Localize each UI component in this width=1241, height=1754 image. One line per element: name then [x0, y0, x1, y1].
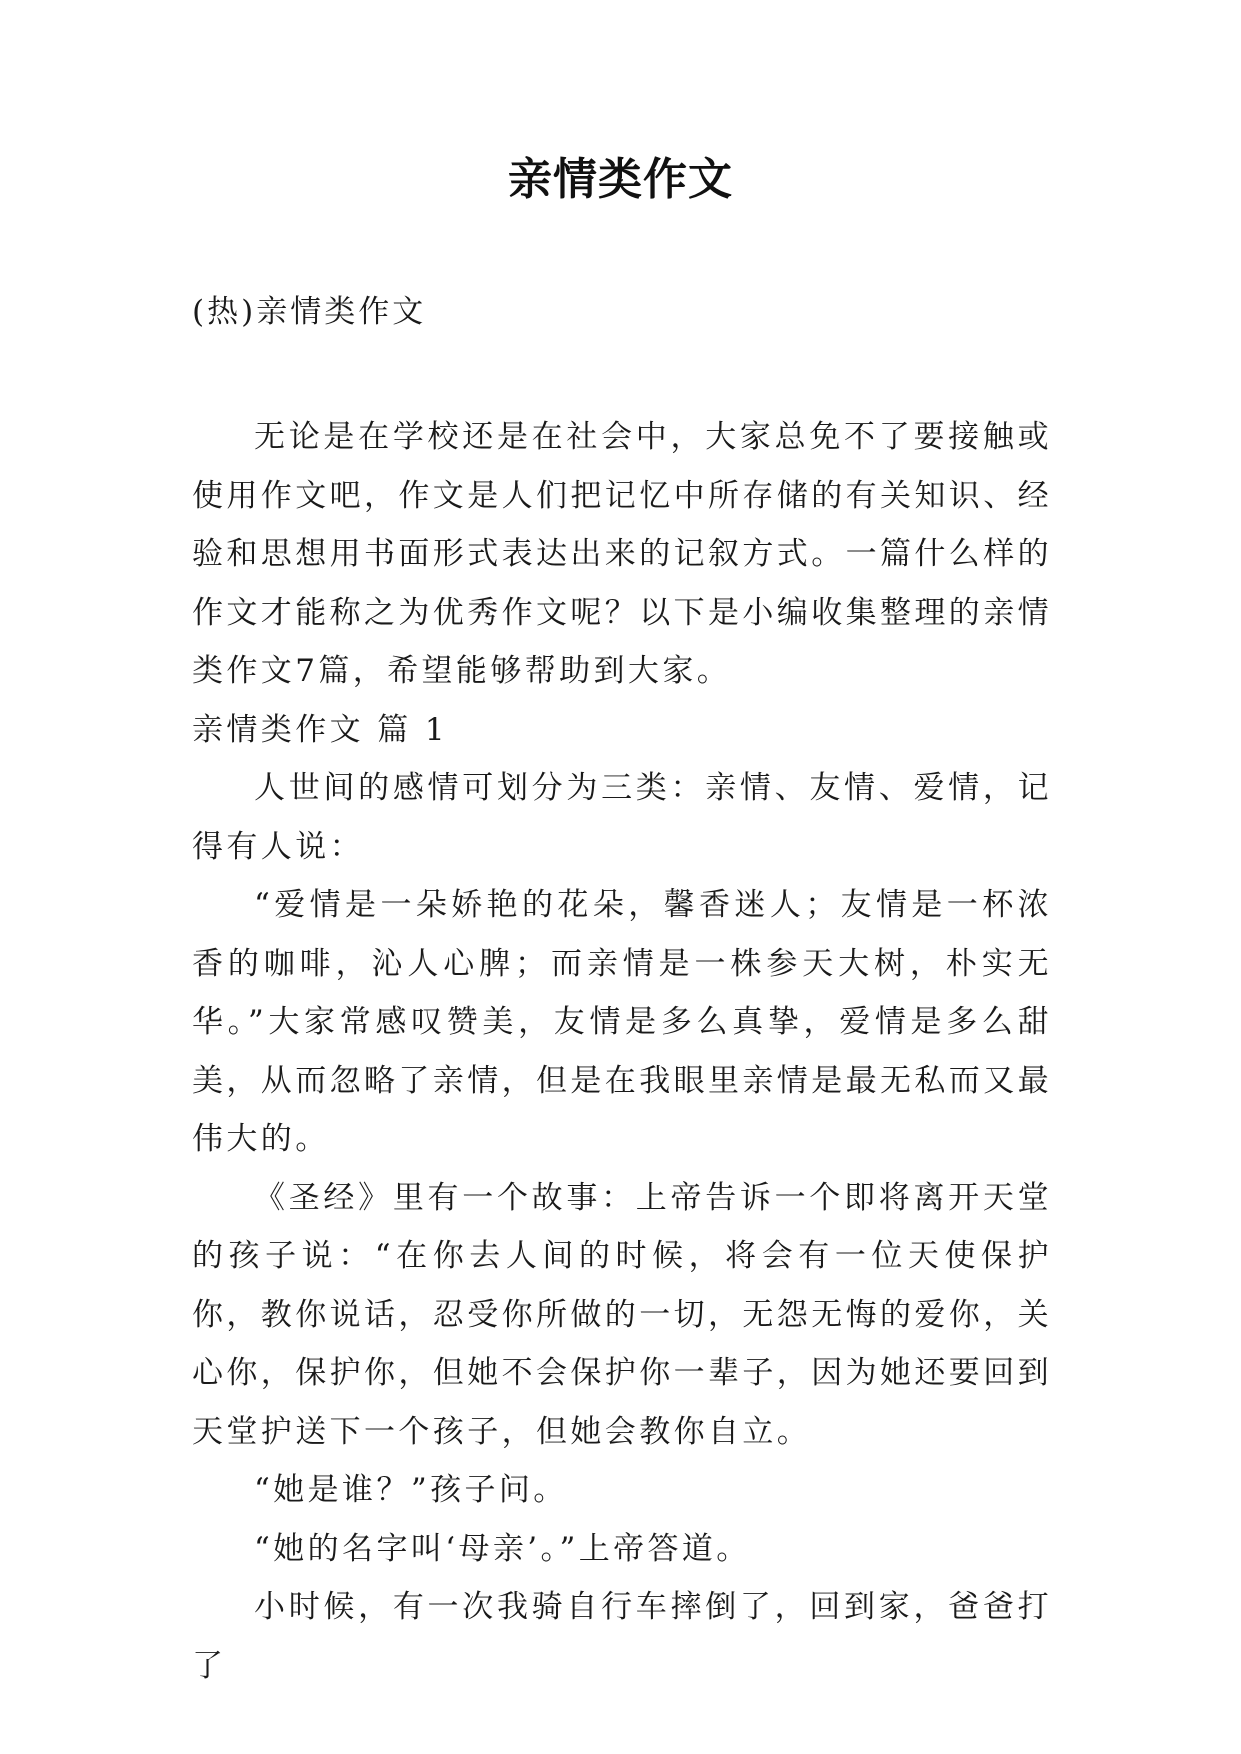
body-paragraph: 人世间的感情可划分为三类：亲情、友情、爱情，记得有人说：	[192, 770, 1052, 865]
body-paragraph: 《圣经》里有一个故事：上帝告诉一个即将离开天堂的孩子说：“在你去人间的时候，将会有一位天使保护你，教你说话，忍受你所做的一切，无怨无悔的爱你，关心你，保护你，但她不会保护你一辈子，因为她还要回到天堂护送下一个孩子，但她会教你自立。	[192, 1179, 1052, 1450]
intro-paragraph: 无论是在学校还是在社会中，大家总免不了要接触或使用作文吧，作文是人们把记忆中所存储的有关知识、经验和思想用书面形式表达出来的记叙方式。一篇什么样的作文才能称之为优秀作文呢？以下是小编收集整理的亲情类作文7篇，希望能够帮助到大家。	[192, 419, 1052, 689]
body-paragraph: 小时候，有一次我骑自行车摔倒了，回到家，爸爸打了	[192, 1589, 1052, 1684]
document-body	[192, 408, 1052, 1695]
document-subtitle: (热)亲情类作文	[192, 294, 427, 330]
body-paragraph: “她是谁？”孩子问。	[254, 1472, 568, 1508]
body-paragraph: “她的名字叫‘母亲’。”上帝答道。	[254, 1530, 751, 1567]
section-heading: 亲情类作文 篇 1	[192, 711, 449, 748]
document-title: 亲情类作文	[508, 154, 733, 205]
body-paragraph: “爱情是一朵娇艳的花朵，馨香迷人；友情是一杯浓香的咖啡，沁人心脾；而亲情是一株参天大树，朴实无华。”大家常感叹赞美，友情是多么真挚，爱情是多么甜美，从而忽略了亲情，但是在我眼里亲情是最无私而又最伟大的。	[192, 887, 1052, 1157]
